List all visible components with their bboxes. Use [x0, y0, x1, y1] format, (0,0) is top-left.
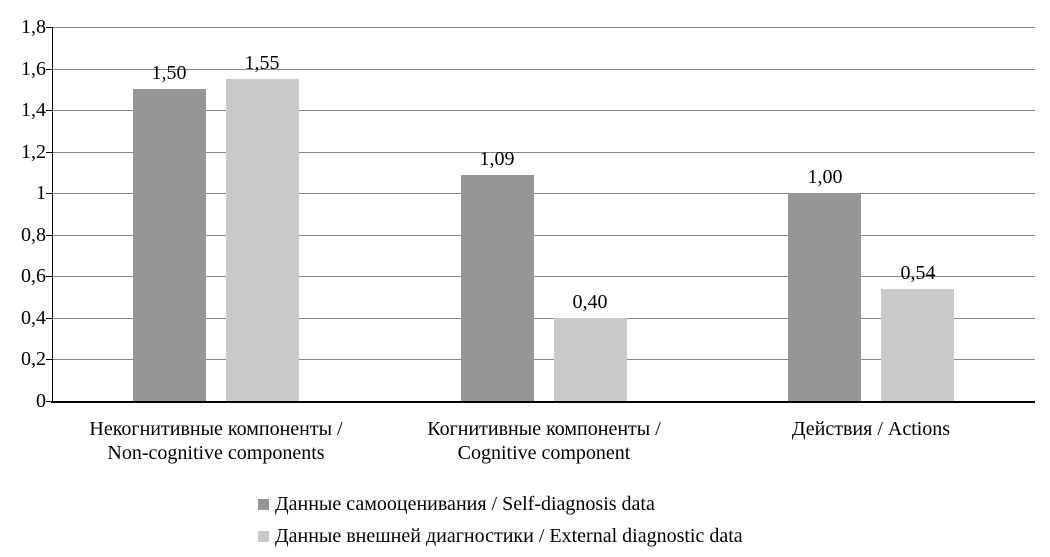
legend-item-label: Данные внешней диагностики / External diagnostic data — [275, 525, 743, 547]
gridline-1,8 — [53, 27, 1035, 28]
y-axis-line — [52, 27, 53, 402]
legend-item-1 — [258, 492, 655, 516]
bar-series1-cat2 — [461, 175, 534, 401]
y-tick-label: 0,4 — [21, 307, 46, 329]
y-tick-label: 1,8 — [21, 16, 46, 38]
legend-item-2 — [258, 524, 743, 548]
y-tick-label: 1 — [36, 182, 46, 204]
bar-series1-cat3 — [788, 193, 861, 401]
y-tick-label: 0 — [36, 390, 46, 412]
bar-value-label: 1,00 — [807, 166, 843, 188]
legend-marker-icon — [258, 531, 269, 542]
y-tick-label: 1,6 — [21, 58, 46, 80]
y-tick-label: 0,6 — [21, 265, 46, 287]
y-tick-label: 0,8 — [21, 224, 46, 246]
category-label-1: Некогнитивные компоненты / Non-cognitive components — [89, 418, 343, 464]
legend-marker-icon — [258, 499, 269, 510]
bar-series2-cat2 — [554, 318, 627, 401]
category-label-3: Действия / Actions — [791, 418, 951, 440]
bar-value-label: 1,09 — [479, 148, 515, 170]
legend-item-label: Данные самооценивания / Self-diagnosis data — [275, 493, 655, 515]
category-label-2: Когнитивные компоненты / Cognitive component — [427, 418, 661, 464]
bar-series2-cat1 — [226, 79, 299, 401]
bar-value-label: 1,55 — [244, 52, 280, 74]
bar-value-label: 0,54 — [900, 262, 936, 284]
bar-series1-cat1 — [133, 89, 206, 401]
bar-series2-cat3 — [881, 289, 954, 401]
y-tick-label: 1,4 — [21, 99, 46, 121]
x-axis-line — [51, 401, 1035, 403]
y-tick-label: 0,2 — [21, 348, 46, 370]
y-tick-label: 1,2 — [21, 141, 46, 163]
bar-value-label: 1,50 — [151, 62, 187, 84]
bar-value-label: 0,40 — [572, 291, 608, 313]
